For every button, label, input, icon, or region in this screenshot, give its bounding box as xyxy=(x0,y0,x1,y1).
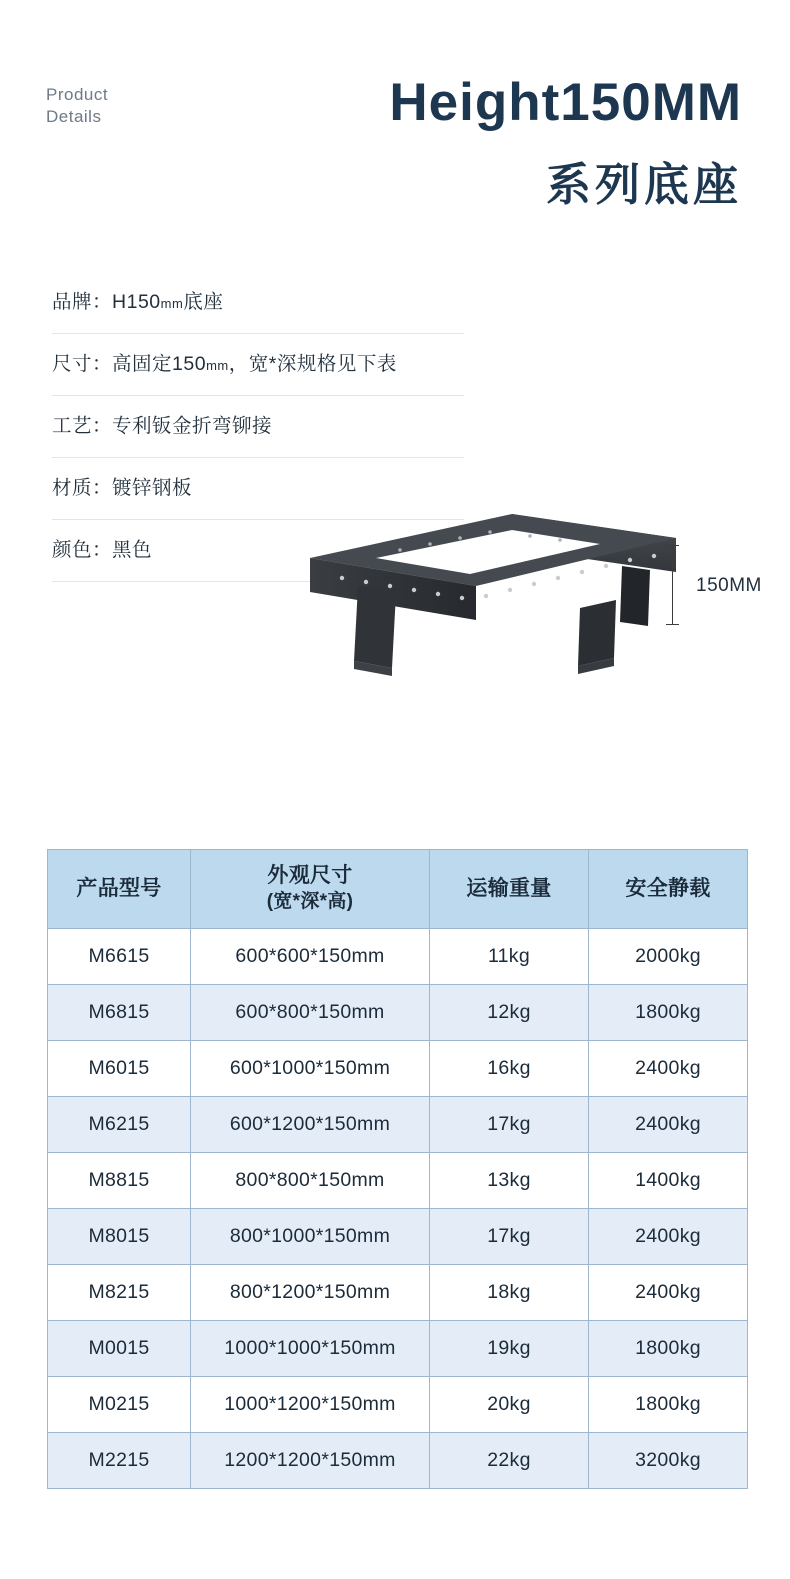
cell-weight: 18kg xyxy=(430,1265,589,1321)
cell-load: 1800kg xyxy=(589,985,748,1041)
cell-weight: 22kg xyxy=(430,1433,589,1489)
cell-weight: 16kg xyxy=(430,1041,589,1097)
dimension-label: 150MM xyxy=(696,575,762,596)
col-header-weight: 运输重量 xyxy=(430,850,589,929)
table-row xyxy=(48,1433,748,1489)
cell-size: 800*1000*150mm xyxy=(191,1209,430,1265)
table-row xyxy=(48,1041,748,1097)
spec-tail-size: ，宽*深规格见下表 xyxy=(228,353,397,375)
cell-model: M6815 xyxy=(48,985,191,1041)
spec-label-color: 颜色： xyxy=(52,539,113,561)
spec-table xyxy=(47,849,748,1489)
cell-size: 1200*1200*150mm xyxy=(191,1433,430,1489)
cell-model: M0215 xyxy=(48,1377,191,1433)
cell-model: M2215 xyxy=(48,1433,191,1489)
spec-unit-size: mm xyxy=(206,358,229,373)
spec-table-wrapper xyxy=(47,849,747,1489)
eyebrow-line-1: Product xyxy=(46,85,109,104)
cell-size: 1000*1200*150mm xyxy=(191,1377,430,1433)
cell-size: 800*1200*150mm xyxy=(191,1265,430,1321)
cell-size: 600*600*150mm xyxy=(191,929,430,985)
table-row xyxy=(48,1097,748,1153)
cell-size: 600*1200*150mm xyxy=(191,1097,430,1153)
spec-value-brand: H150 xyxy=(112,291,161,313)
spec-value-process: 专利钣金折弯铆接 xyxy=(112,415,273,437)
eyebrow-text xyxy=(46,84,108,128)
table-row xyxy=(48,1377,748,1433)
cell-model: M6615 xyxy=(48,929,191,985)
cell-load: 2400kg xyxy=(589,1209,748,1265)
cell-weight: 11kg xyxy=(430,929,589,985)
cell-load: 1800kg xyxy=(589,1321,748,1377)
spec-row-brand xyxy=(52,272,464,334)
col-header-load: 安全静载 xyxy=(589,850,748,929)
col-header-model: 产品型号 xyxy=(48,850,191,929)
table-row xyxy=(48,1321,748,1377)
cell-model: M6215 xyxy=(48,1097,191,1153)
cell-weight: 12kg xyxy=(430,985,589,1041)
cell-size: 1000*1000*150mm xyxy=(191,1321,430,1377)
spec-tail-brand: 底座 xyxy=(183,291,224,313)
cell-size: 600*800*150mm xyxy=(191,985,430,1041)
cell-load: 2400kg xyxy=(589,1265,748,1321)
eyebrow-line-2: Details xyxy=(46,107,102,126)
col-header-size-main: 外观尺寸 xyxy=(267,864,353,887)
spec-label-material: 材质： xyxy=(52,477,113,499)
cell-size: 800*800*150mm xyxy=(191,1153,430,1209)
cell-weight: 13kg xyxy=(430,1153,589,1209)
page-subtitle: 系列底座 xyxy=(545,159,742,210)
table-row xyxy=(48,929,748,985)
spec-unit-brand: mm xyxy=(160,296,184,311)
cell-model: M0015 xyxy=(48,1321,191,1377)
table-row xyxy=(48,1153,748,1209)
cell-model: M6015 xyxy=(48,1041,191,1097)
spec-label-size: 尺寸： xyxy=(52,353,113,375)
spec-label-brand: 品牌： xyxy=(52,291,113,313)
col-header-size-sub: (宽*深*高) xyxy=(266,891,354,912)
spec-value-material: 镀锌钢板 xyxy=(112,477,193,499)
spec-label-process: 工艺： xyxy=(52,415,113,437)
cell-weight: 17kg xyxy=(430,1097,589,1153)
cell-weight: 20kg xyxy=(430,1377,589,1433)
col-header-size xyxy=(191,850,430,929)
table-row xyxy=(48,985,748,1041)
cell-load: 2400kg xyxy=(589,1097,748,1153)
product-image xyxy=(280,500,700,690)
cell-load: 1400kg xyxy=(589,1153,748,1209)
table-header-row xyxy=(48,850,748,929)
spec-row-process xyxy=(52,396,464,458)
cell-model: M8215 xyxy=(48,1265,191,1321)
cell-model: M8815 xyxy=(48,1153,191,1209)
cell-load: 2400kg xyxy=(589,1041,748,1097)
page-header xyxy=(0,0,790,230)
table-row xyxy=(48,1209,748,1265)
cell-load: 1800kg xyxy=(589,1377,748,1433)
spec-row-size xyxy=(52,334,464,396)
cell-weight: 19kg xyxy=(430,1321,589,1377)
dimension-line xyxy=(672,545,673,625)
cell-size: 600*1000*150mm xyxy=(191,1041,430,1097)
cell-load: 2000kg xyxy=(589,929,748,985)
spec-value-color: 黑色 xyxy=(112,539,153,561)
cell-load: 3200kg xyxy=(589,1433,748,1489)
table-row xyxy=(48,1265,748,1321)
cell-model: M8015 xyxy=(48,1209,191,1265)
spec-value-size: 高固定150 xyxy=(112,353,207,375)
cell-weight: 17kg xyxy=(430,1209,589,1265)
page-title: Height150MM xyxy=(389,73,742,132)
